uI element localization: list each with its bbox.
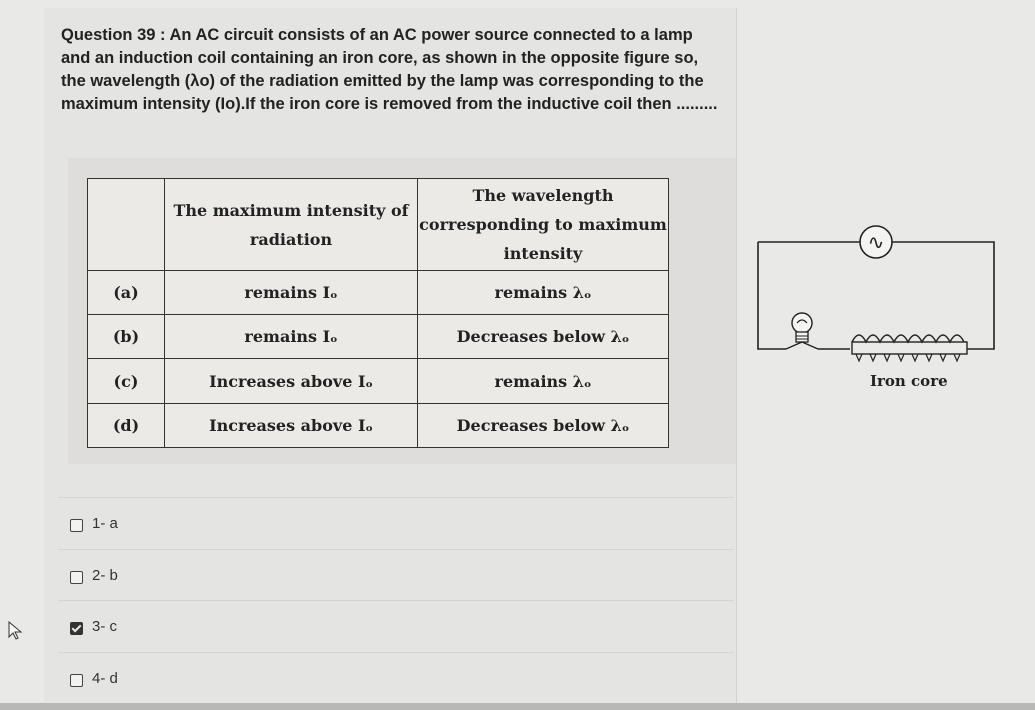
iron-core-icon [852, 342, 967, 354]
table-header-row [88, 179, 669, 271]
circuit-diagram [752, 224, 1002, 374]
option-label: 3- c [92, 618, 118, 635]
option-checkbox[interactable] [70, 571, 83, 584]
row-wavelength: remains λₒ [418, 359, 669, 404]
row-wavelength: Decreases below λₒ [418, 315, 669, 359]
table-row [88, 315, 669, 359]
row-label: (d) [88, 404, 165, 448]
row-intensity: remains Iₒ [165, 271, 418, 315]
option-checkbox[interactable] [70, 674, 83, 687]
svg-text:∿: ∿ [867, 230, 885, 254]
row-label: (b) [88, 315, 165, 359]
lamp-icon [786, 313, 818, 349]
option-row[interactable] [58, 549, 734, 601]
table-header-intensity: The maximum intensity of radiation [165, 179, 418, 271]
row-intensity: remains Iₒ [165, 315, 418, 359]
row-label: (a) [88, 271, 165, 315]
row-wavelength: Decreases below λₒ [418, 404, 669, 448]
option-row[interactable] [58, 652, 734, 704]
table-row [88, 271, 669, 315]
option-label: 2- b [92, 567, 118, 584]
table-row [88, 404, 669, 448]
mouse-cursor-icon [8, 621, 24, 641]
question-text: Question 39 : An AC circuit consists of an AC power source connected to a lamp and an induction coil containing an iron core, as shown in the opposite figure so, the wavelength (λo) of the radiation emitted by the lamp was corresponding to the maximum intensity (Io).If the iron core is removed from the inductive coil then ......... [61, 26, 718, 113]
option-label: 1- a [92, 515, 118, 532]
option-row[interactable] [58, 497, 734, 549]
row-intensity: Increases above Iₒ [165, 404, 418, 448]
option-checkbox[interactable] [70, 519, 83, 532]
coil-icon [852, 335, 967, 361]
table-row [88, 359, 669, 404]
iron-core-label: Iron core [870, 372, 948, 390]
row-wavelength: remains λₒ [418, 271, 669, 315]
answer-table [87, 178, 669, 448]
row-label: (c) [88, 359, 165, 404]
table-header-empty [88, 179, 165, 271]
table-header-wavelength: The wavelength corresponding to maximum intensity [418, 179, 669, 271]
row-intensity: Increases above Iₒ [165, 359, 418, 404]
bottom-edge [0, 703, 1035, 710]
option-label: 4- d [92, 670, 118, 687]
option-row[interactable] [58, 600, 734, 652]
option-checkbox-checked[interactable] [70, 622, 83, 635]
ac-source-icon [860, 226, 892, 258]
